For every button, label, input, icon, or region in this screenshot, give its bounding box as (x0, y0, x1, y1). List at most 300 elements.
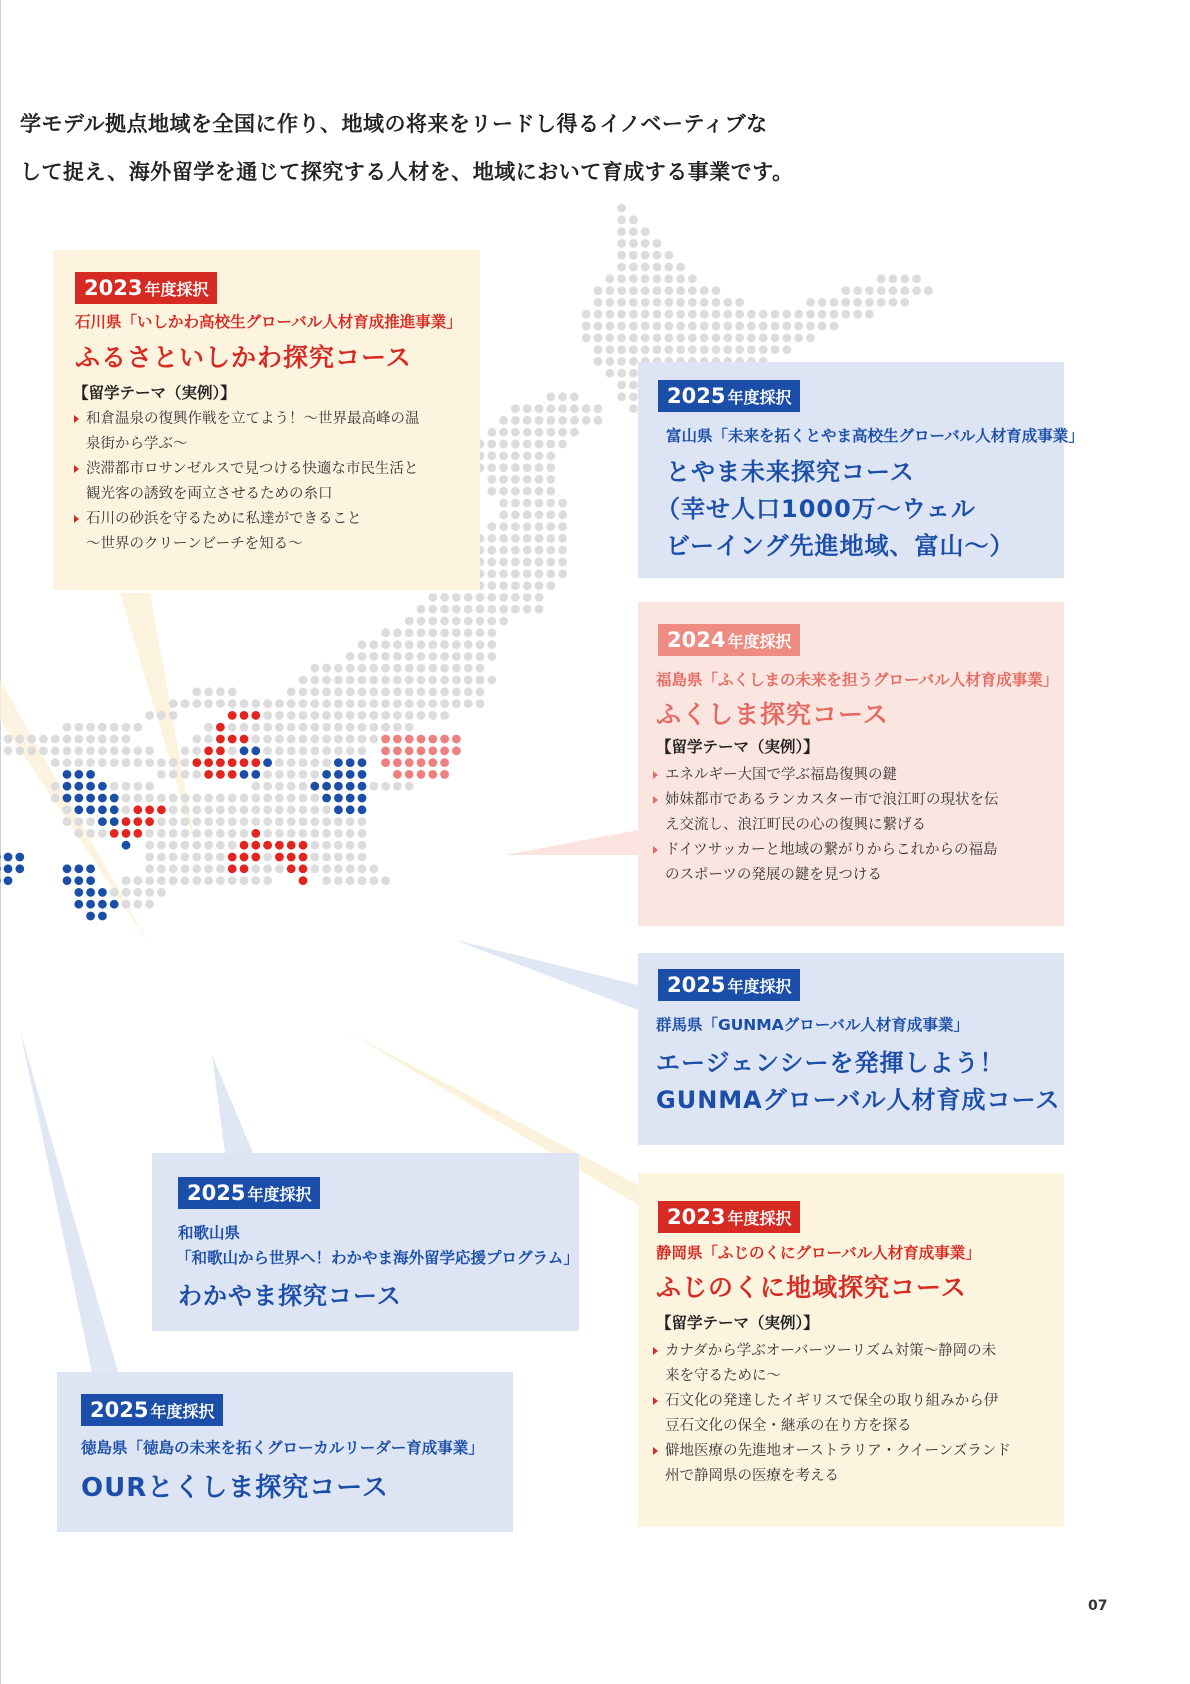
map-dot (74, 864, 83, 873)
list-item-cont: 来を守るために〜 (665, 1368, 781, 1384)
map-dot (546, 558, 555, 567)
map-dot (216, 770, 225, 779)
map-dot (98, 888, 107, 897)
map-dot (122, 794, 131, 803)
year-badge (658, 380, 800, 412)
map-dot (204, 876, 213, 885)
map-dot (440, 711, 449, 720)
map-dot (240, 699, 249, 708)
map-dot (287, 746, 296, 755)
list-item: 和倉温泉の復興作戦を立てよう！〜世界最高峰の温 (73, 407, 473, 432)
map-dot (688, 345, 697, 354)
map-dot (735, 298, 744, 307)
map-dot (499, 569, 508, 578)
map-dot (204, 687, 213, 696)
map-dot (487, 558, 496, 567)
map-dot (122, 817, 131, 826)
map-dot (204, 794, 213, 803)
map-dot (417, 605, 426, 614)
map-dot (145, 853, 154, 862)
map-dot (476, 699, 485, 708)
map-dot (782, 345, 791, 354)
map-dot (86, 794, 95, 803)
map-dot (511, 463, 520, 472)
org-name: 徳島県「徳島の未来を拓くグローカルリーダー育成事業」 (81, 1439, 484, 1457)
map-dot (629, 345, 638, 354)
map-dot (523, 428, 532, 437)
map-dot (228, 853, 237, 862)
map-dot (322, 664, 331, 673)
map-dot (181, 770, 190, 779)
map-dot (251, 805, 260, 814)
map-dot (228, 687, 237, 696)
map-dot (499, 416, 508, 425)
map-dot (27, 746, 36, 755)
map-dot (263, 876, 272, 885)
list-item-cont: え交流し、浪江町民の心の復興に繋げる (665, 817, 926, 833)
map-dot (806, 298, 815, 307)
map-dot (676, 322, 685, 331)
map-dot (287, 805, 296, 814)
map-dot (617, 274, 626, 283)
map-dot (499, 546, 508, 555)
map-dot (133, 723, 142, 732)
map-dot (358, 876, 367, 885)
map-dot (405, 652, 414, 661)
map-dot (440, 735, 449, 744)
map-dot (74, 817, 83, 826)
map-dot (641, 333, 650, 342)
map-dot (535, 463, 544, 472)
map-dot (216, 723, 225, 732)
map-dot (806, 310, 815, 319)
map-dot (759, 322, 768, 331)
map-dot (676, 333, 685, 342)
map-dot (617, 345, 626, 354)
map-dot (275, 782, 284, 791)
map-dot (63, 735, 72, 744)
map-dot (240, 805, 249, 814)
map-dot (523, 451, 532, 460)
map-dot (452, 735, 461, 744)
map-dot (216, 876, 225, 885)
map-dot (287, 864, 296, 873)
map-dot (157, 864, 166, 873)
year-badge (75, 272, 217, 304)
map-dot (464, 640, 473, 649)
map-dot (381, 676, 390, 685)
map-dot (417, 628, 426, 637)
map-dot (51, 794, 60, 803)
map-dot (381, 876, 390, 885)
map-dot (511, 487, 520, 496)
map-dot (558, 569, 567, 578)
map-dot (98, 746, 107, 755)
map-dot (63, 770, 72, 779)
map-dot (275, 758, 284, 767)
map-dot (629, 227, 638, 236)
map-dot (853, 310, 862, 319)
map-dot (346, 664, 355, 673)
map-dot (806, 322, 815, 331)
map-dot (523, 416, 532, 425)
course-title: ふるさといしかわ探究コース (75, 343, 412, 372)
map-dot (299, 687, 308, 696)
course-title: わかやま探究コース (178, 1282, 402, 1310)
map-dot (369, 735, 378, 744)
map-dot (263, 711, 272, 720)
map-dot (924, 286, 933, 295)
map-dot (405, 735, 414, 744)
map-dot (594, 322, 603, 331)
map-dot (594, 286, 603, 295)
map-dot (535, 522, 544, 531)
map-dot (122, 829, 131, 838)
map-dot (204, 841, 213, 850)
map-dot (228, 699, 237, 708)
map-dot (145, 864, 154, 873)
map-dot (74, 746, 83, 755)
map-dot (393, 640, 402, 649)
map-dot (393, 664, 402, 673)
map-dot (15, 864, 24, 873)
map-dot (535, 546, 544, 555)
map-dot (641, 227, 650, 236)
map-dot (653, 345, 662, 354)
list-item: 渋滞都市ロサンゼルスで見つける快適な市民生活と (73, 457, 473, 482)
map-dot (535, 558, 544, 567)
map-dot (204, 735, 213, 744)
org-name: 石川県「いしかわ高校生グローバル人材育成推進事業」 (75, 313, 462, 331)
map-dot (747, 310, 756, 319)
map-dot (464, 699, 473, 708)
map-dot (322, 723, 331, 732)
list-item: 石川の砂浜を守るために私達ができること (73, 507, 473, 532)
map-dot (346, 699, 355, 708)
map-dot (617, 286, 626, 295)
map-dot (358, 640, 367, 649)
theme-label: 【留学テーマ（実例）】 (656, 1314, 819, 1332)
map-dot (605, 298, 614, 307)
map-dot (664, 310, 673, 319)
map-dot (381, 652, 390, 661)
map-dot (546, 428, 555, 437)
map-dot (546, 499, 555, 508)
map-dot (487, 534, 496, 543)
theme-label: 【留学テーマ（実例）】 (656, 738, 819, 756)
map-dot (240, 735, 249, 744)
map-dot (440, 758, 449, 767)
map-dot (322, 805, 331, 814)
map-dot (617, 322, 626, 331)
map-dot (546, 440, 555, 449)
map-dot (346, 794, 355, 803)
map-dot (546, 581, 555, 590)
map-dot (523, 440, 532, 449)
map-dot (747, 333, 756, 342)
map-dot (487, 440, 496, 449)
card-fukushima (638, 602, 1064, 926)
map-dot (263, 805, 272, 814)
map-dot (358, 758, 367, 767)
map-dot (287, 687, 296, 696)
map-dot (676, 345, 685, 354)
map-dot (322, 876, 331, 885)
map-dot (605, 369, 614, 378)
map-dot (417, 676, 426, 685)
map-dot (86, 723, 95, 732)
map-dot (157, 888, 166, 897)
map-dot (287, 817, 296, 826)
map-dot (145, 841, 154, 850)
map-dot (794, 310, 803, 319)
map-dot (629, 392, 638, 401)
map-dot (240, 817, 249, 826)
map-dot (275, 711, 284, 720)
badge-year: 2025 (667, 973, 726, 997)
map-dot (417, 664, 426, 673)
badge-suffix: 年度採択 (144, 280, 209, 299)
map-dot (192, 841, 201, 850)
map-dot (381, 687, 390, 696)
map-dot (358, 676, 367, 685)
map-dot (464, 652, 473, 661)
map-dot (417, 746, 426, 755)
map-dot (122, 805, 131, 814)
course-title: OURとくしま探究コース (81, 1473, 389, 1503)
map-dot (464, 676, 473, 685)
map-dot (546, 392, 555, 401)
map-dot (476, 628, 485, 637)
map-dot (428, 711, 437, 720)
map-dot (98, 900, 107, 909)
map-dot (877, 286, 886, 295)
map-dot (405, 628, 414, 637)
map-dot (735, 310, 744, 319)
map-dot (841, 286, 850, 295)
course-title-line-2: （幸せ人口1000万〜ウェル (656, 495, 976, 523)
map-dot (4, 864, 13, 873)
map-dot (192, 758, 201, 767)
map-dot (122, 723, 131, 732)
map-dot (393, 758, 402, 767)
map-dot (546, 522, 555, 531)
map-dot (440, 676, 449, 685)
map-dot (322, 711, 331, 720)
map-dot (440, 605, 449, 614)
map-dot (405, 664, 414, 673)
map-dot (63, 817, 72, 826)
map-dot (452, 746, 461, 755)
map-dot (511, 558, 520, 567)
map-dot (676, 298, 685, 307)
map-dot (523, 475, 532, 484)
map-dot (735, 322, 744, 331)
map-dot (358, 805, 367, 814)
map-dot (51, 782, 60, 791)
map-dot (192, 817, 201, 826)
intro-line-2: して捉え、海外留学を通じて探究する人材を、地域において育成する事業です。 (20, 160, 794, 184)
map-dot (629, 357, 638, 366)
map-dot (157, 711, 166, 720)
map-dot (723, 310, 732, 319)
map-dot (51, 746, 60, 755)
map-dot (417, 770, 426, 779)
map-dot (181, 829, 190, 838)
map-dot (358, 699, 367, 708)
map-dot (369, 652, 378, 661)
card-shizuoka (638, 1173, 1064, 1527)
map-dot (251, 723, 260, 732)
map-dot (617, 298, 626, 307)
map-dot (216, 829, 225, 838)
map-dot (287, 841, 296, 850)
map-dot (74, 782, 83, 791)
map-dot (240, 841, 249, 850)
map-dot (251, 746, 260, 755)
map-dot (299, 876, 308, 885)
map-dot (251, 817, 260, 826)
map-dot (192, 687, 201, 696)
map-dot (700, 322, 709, 331)
map-dot (228, 794, 237, 803)
map-dot (63, 746, 72, 755)
map-dot (110, 829, 119, 838)
map-dot (4, 746, 13, 755)
map-dot (499, 475, 508, 484)
map-dot (216, 699, 225, 708)
map-dot (299, 711, 308, 720)
badge-suffix: 年度採択 (247, 1185, 312, 1204)
map-dot (889, 298, 898, 307)
map-dot (629, 369, 638, 378)
map-dot (405, 782, 414, 791)
map-dot (251, 735, 260, 744)
map-dot (369, 664, 378, 673)
map-dot (440, 687, 449, 696)
map-dot (487, 617, 496, 626)
map-dot (216, 758, 225, 767)
map-dot (841, 310, 850, 319)
map-dot (535, 416, 544, 425)
map-dot (511, 569, 520, 578)
map-dot (228, 746, 237, 755)
map-dot (181, 758, 190, 767)
map-dot (74, 829, 83, 838)
map-dot (181, 876, 190, 885)
map-dot (192, 853, 201, 862)
map-dot (605, 274, 614, 283)
map-dot (487, 463, 496, 472)
map-dot (358, 711, 367, 720)
map-dot (216, 805, 225, 814)
map-dot (98, 829, 107, 838)
map-dot (487, 676, 496, 685)
map-dot (358, 664, 367, 673)
map-dot (818, 298, 827, 307)
map-dot (299, 864, 308, 873)
map-dot (322, 817, 331, 826)
map-dot (110, 817, 119, 826)
map-dot (393, 676, 402, 685)
map-dot (192, 829, 201, 838)
map-dot (688, 310, 697, 319)
theme-list (652, 763, 1052, 888)
map-dot (417, 758, 426, 767)
map-dot (617, 357, 626, 366)
map-dot (192, 794, 201, 803)
map-dot (216, 794, 225, 803)
map-dot (310, 676, 319, 685)
map-dot (558, 428, 567, 437)
map-dot (535, 605, 544, 614)
map-dot (877, 298, 886, 307)
map-dot (535, 593, 544, 602)
map-dot (523, 569, 532, 578)
map-dot (688, 322, 697, 331)
map-dot (381, 782, 390, 791)
map-dot (393, 711, 402, 720)
map-dot (523, 463, 532, 472)
map-dot (181, 699, 190, 708)
map-dot (853, 298, 862, 307)
map-dot (511, 546, 520, 555)
map-dot (676, 310, 685, 319)
map-dot (499, 581, 508, 590)
map-dot (546, 404, 555, 413)
map-dot (535, 487, 544, 496)
map-dot (393, 782, 402, 791)
map-dot (51, 758, 60, 767)
map-dot (617, 251, 626, 260)
org-name-line-1: 和歌山県 (178, 1224, 241, 1242)
map-dot (310, 735, 319, 744)
course-title-line-2: GUNMAグローバル人材育成コース (656, 1086, 1061, 1114)
badge-year: 2023 (667, 1205, 726, 1229)
map-dot (393, 687, 402, 696)
map-dot (865, 286, 874, 295)
map-dot (204, 723, 213, 732)
map-dot (487, 581, 496, 590)
map-dot (664, 274, 673, 283)
map-dot (723, 345, 732, 354)
map-dot (523, 510, 532, 519)
map-dot (818, 310, 827, 319)
list-item-cont: のスポーツの発展の鍵を見つける (665, 867, 882, 883)
map-dot (334, 829, 343, 838)
map-dot (145, 805, 154, 814)
org-name-line-2: 「和歌山から世界へ！わかやま海外留学応援プログラム」 (176, 1249, 579, 1267)
map-dot (428, 605, 437, 614)
map-dot (299, 853, 308, 862)
map-dot (251, 853, 260, 862)
map-dot (299, 758, 308, 767)
map-dot (157, 841, 166, 850)
map-dot (428, 628, 437, 637)
map-dot (322, 853, 331, 862)
map-dot (440, 770, 449, 779)
map-dot (546, 475, 555, 484)
map-dot (558, 440, 567, 449)
map-dot (275, 829, 284, 838)
map-dot (523, 534, 532, 543)
map-dot (523, 404, 532, 413)
map-dot (334, 853, 343, 862)
map-dot (287, 829, 296, 838)
map-dot (428, 640, 437, 649)
map-dot (676, 274, 685, 283)
map-dot (723, 298, 732, 307)
